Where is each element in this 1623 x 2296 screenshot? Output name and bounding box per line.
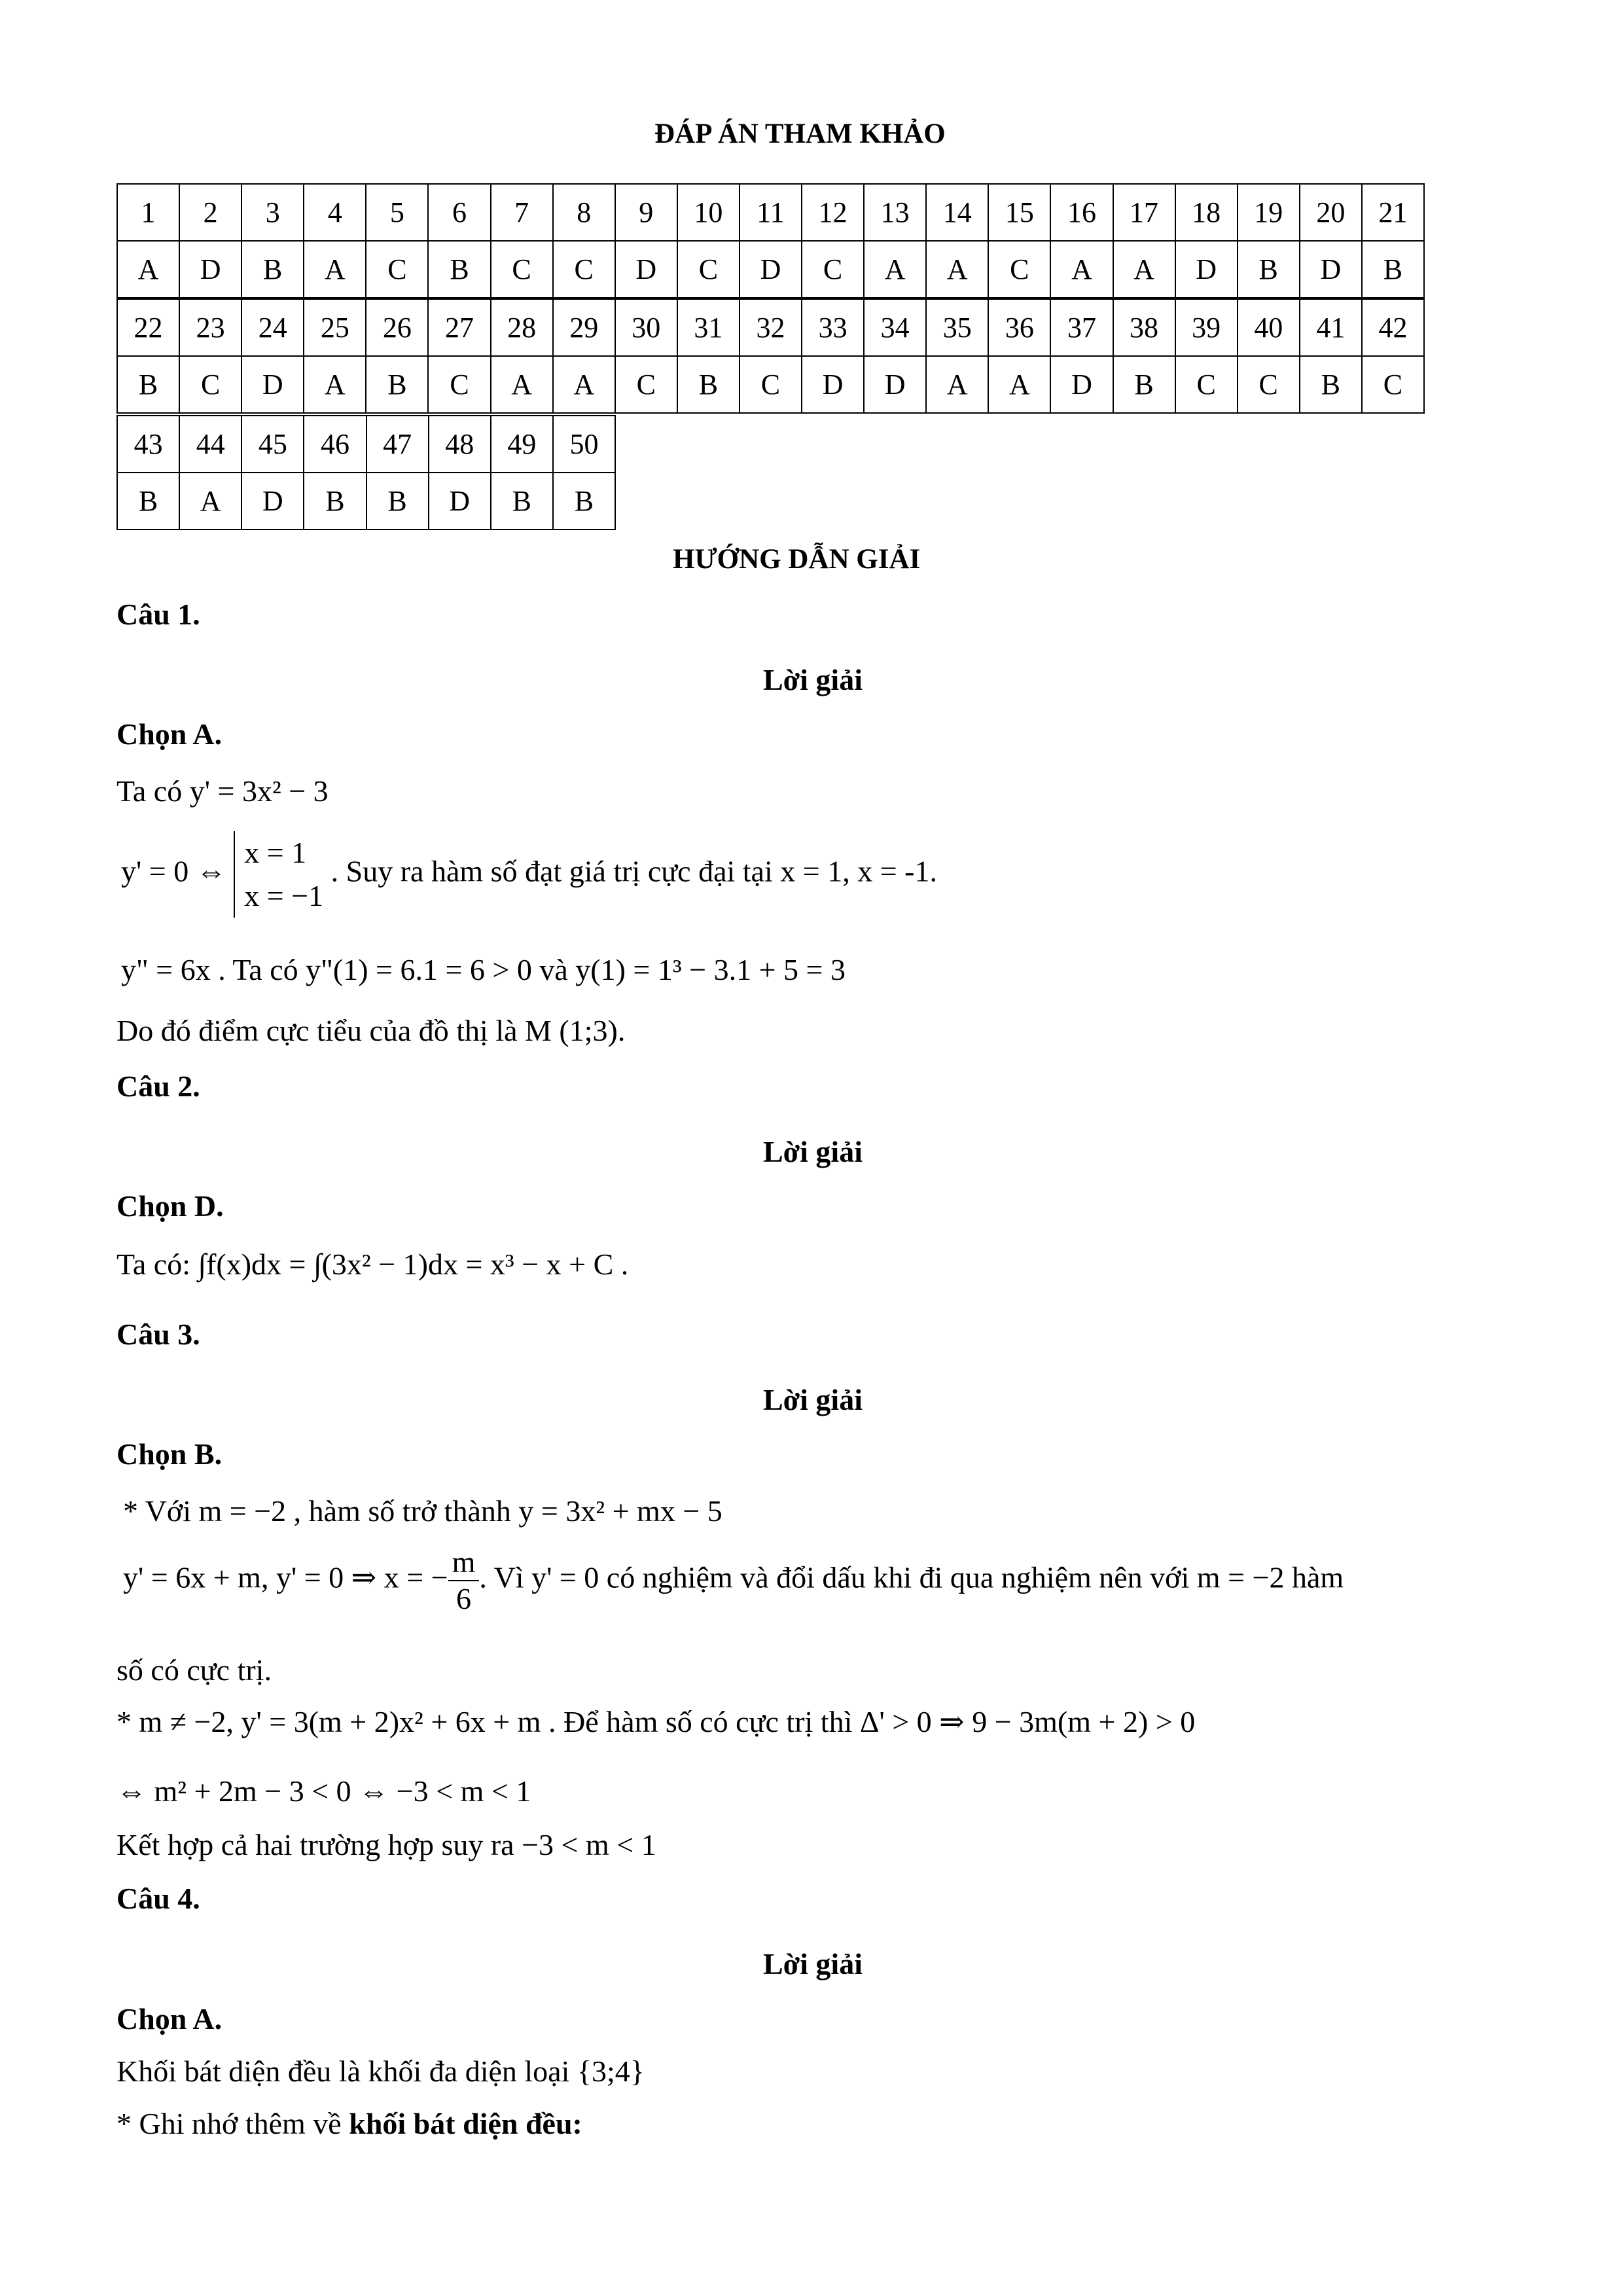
question-number: 6 — [428, 184, 490, 241]
answer-letter: B — [1113, 356, 1175, 413]
question-1-line-3: y" = 6x . Ta có y"(1) = 6.1 = 6 > 0 và y(1) = 1³ − 3.1 + 5 = 3 — [121, 953, 846, 986]
answer-letter: C — [366, 241, 428, 298]
question-2-line-1: Ta có: ∫f(x)dx = ∫(3x² − 1)dx = x³ − x + C . — [116, 1247, 629, 1281]
question-number: 48 — [429, 416, 491, 473]
answer-letter: A — [864, 241, 926, 298]
question-3-choice: Chọn B. — [116, 1437, 223, 1471]
question-number: 4 — [304, 184, 366, 241]
question-number: 42 — [1362, 299, 1424, 356]
question-number: 19 — [1238, 184, 1300, 241]
guide-title: HƯỚNG DẪN GIẢI — [673, 544, 921, 575]
question-3-line-4: * m ≠ −2, y' = 3(m + 2)x² + 6x + m . Để hàm số có cực trị thì Δ' > 0 ⇒ 9 − 3m(m + 2) > 0 — [116, 1705, 1196, 1738]
question-number: 8 — [553, 184, 615, 241]
question-number: 43 — [117, 416, 179, 473]
question-number: 27 — [428, 299, 490, 356]
question-number: 9 — [615, 184, 677, 241]
answer-numbers-row — [117, 184, 1424, 241]
answer-letter: B — [366, 473, 429, 529]
question-number: 1 — [117, 184, 179, 241]
question-number: 46 — [304, 416, 366, 473]
note-bold: khối bát diện đều: — [349, 2107, 582, 2140]
question-3-heading: Câu 3. — [116, 1318, 200, 1351]
question-3-line-1: * Với m = −2 , hàm số trở thành y = 3x² + mx − 5 — [123, 1494, 722, 1528]
question-number: 14 — [926, 184, 988, 241]
solution-label: Lời giải — [763, 1383, 863, 1416]
question-number: 26 — [366, 299, 428, 356]
answer-letter: C — [802, 241, 864, 298]
answer-letter: D — [429, 473, 491, 529]
answer-letter: B — [553, 473, 615, 529]
answer-table-row-3 — [116, 415, 616, 530]
case-a: x = 1 — [244, 836, 307, 869]
equation-lead: y' = 0 ⇔ — [121, 854, 226, 888]
question-number: 17 — [1113, 184, 1175, 241]
answer-letter: C — [179, 356, 241, 413]
answer-letter: A — [117, 241, 179, 298]
question-number: 31 — [677, 299, 740, 356]
question-number: 28 — [491, 299, 553, 356]
answer-table-row-1 — [116, 183, 1425, 298]
answer-letter: C — [988, 241, 1050, 298]
answer-letter: C — [740, 356, 802, 413]
question-number: 12 — [802, 184, 864, 241]
answer-letter: B — [366, 356, 428, 413]
solution-label: Lời giải — [763, 1947, 863, 1981]
solution-label: Lời giải — [763, 1135, 863, 1168]
question-3-line-3: số có cực trị. — [116, 1653, 272, 1687]
answer-letters-row — [117, 473, 615, 529]
question-number: 23 — [179, 299, 241, 356]
answer-letter: B — [491, 473, 553, 529]
question-4-choice: Chọn A. — [116, 2002, 223, 2036]
answer-letter: A — [304, 241, 366, 298]
answer-letter: A — [304, 356, 366, 413]
question-number: 49 — [491, 416, 553, 473]
question-number: 40 — [1238, 299, 1300, 356]
question-number: 20 — [1300, 184, 1362, 241]
answer-letter: C — [1362, 356, 1424, 413]
question-number: 34 — [864, 299, 926, 356]
question-1-line-2 — [121, 831, 937, 918]
question-number: 18 — [1175, 184, 1238, 241]
question-1-line-1: Ta có y' = 3x² − 3 — [116, 774, 329, 808]
question-1-choice: Chọn A. — [116, 717, 223, 751]
solution-label: Lời giải — [763, 663, 863, 696]
question-number: 44 — [179, 416, 241, 473]
answer-letter: B — [1300, 356, 1362, 413]
answer-letter: B — [428, 241, 490, 298]
answer-letter: D — [241, 356, 304, 413]
note-prefix: * Ghi nhớ thêm về — [116, 2107, 349, 2140]
question-number: 50 — [553, 416, 615, 473]
question-number: 10 — [677, 184, 740, 241]
question-number: 7 — [491, 184, 553, 241]
question-number: 2 — [179, 184, 241, 241]
case-b: x = −1 — [244, 879, 324, 912]
answer-letter: D — [179, 241, 241, 298]
answer-letter: B — [677, 356, 740, 413]
answer-letter: A — [491, 356, 553, 413]
answer-letter: D — [1300, 241, 1362, 298]
question-2-heading: Câu 2. — [116, 1069, 200, 1103]
answer-letter: A — [179, 473, 241, 529]
answer-letter: B — [117, 473, 179, 529]
equation-text: . Suy ra hàm số đạt giá trị cực đại tại x = 1, x = -1. — [330, 854, 937, 888]
question-number: 38 — [1113, 299, 1175, 356]
answer-letter: B — [1362, 241, 1424, 298]
question-number: 15 — [988, 184, 1050, 241]
answer-letter: A — [553, 356, 615, 413]
answer-letter: A — [926, 356, 988, 413]
question-3-line-6: Kết hợp cả hai trường hợp suy ra −3 < m < 1 — [116, 1828, 656, 1861]
answer-letter: C — [428, 356, 490, 413]
question-number: 30 — [615, 299, 677, 356]
answer-table-row-2 — [116, 298, 1425, 414]
question-number: 3 — [241, 184, 304, 241]
answer-letter: C — [677, 241, 740, 298]
answer-letter: C — [1175, 356, 1238, 413]
question-number: 45 — [241, 416, 304, 473]
question-number: 29 — [553, 299, 615, 356]
answer-letter: D — [1175, 241, 1238, 298]
question-number: 32 — [740, 299, 802, 356]
question-number: 11 — [740, 184, 802, 241]
answer-letter: A — [1113, 241, 1175, 298]
question-1-heading: Câu 1. — [116, 598, 200, 631]
answer-letter: B — [304, 473, 366, 529]
answer-numbers-row — [117, 416, 615, 473]
question-number: 36 — [988, 299, 1050, 356]
question-number: 13 — [864, 184, 926, 241]
answer-letter: C — [615, 356, 677, 413]
question-3-line-5: ⇔ m² + 2m − 3 < 0 ⇔ −3 < m < 1 — [116, 1774, 531, 1808]
question-4-heading: Câu 4. — [116, 1882, 200, 1915]
fraction-numerator: m — [448, 1545, 480, 1581]
question-1-line-4: Do đó điểm cực tiểu của đồ thị là M (1;3). — [116, 1014, 626, 1047]
question-number: 39 — [1175, 299, 1238, 356]
answer-letter: D — [864, 356, 926, 413]
answer-letter: B — [1238, 241, 1300, 298]
answer-letter: C — [491, 241, 553, 298]
question-number: 22 — [117, 299, 179, 356]
equation-lead: y' = 6x + m, y' = 0 ⇒ x = − — [123, 1560, 448, 1594]
answer-letter: D — [740, 241, 802, 298]
question-number: 37 — [1050, 299, 1113, 356]
equation-text: . Vì y' = 0 có nghiệm và đổi dấu khi đi qua nghiệm nên với m = −2 hàm — [479, 1560, 1344, 1594]
answer-letter: A — [926, 241, 988, 298]
question-number: 24 — [241, 299, 304, 356]
answer-letter: B — [241, 241, 304, 298]
answer-letters-row — [117, 241, 1424, 298]
question-number: 35 — [926, 299, 988, 356]
question-number: 21 — [1362, 184, 1424, 241]
answer-letter: A — [988, 356, 1050, 413]
answer-letter: A — [1050, 241, 1113, 298]
answer-letter: D — [615, 241, 677, 298]
page-title: ĐÁP ÁN THAM KHẢO — [654, 118, 946, 149]
answer-letter: B — [117, 356, 179, 413]
answer-letter: D — [241, 473, 304, 529]
question-4-line-2 — [116, 2106, 582, 2141]
answer-numbers-row — [117, 299, 1424, 356]
answer-letter: C — [1238, 356, 1300, 413]
question-2-choice: Chọn D. — [116, 1189, 224, 1223]
case-system — [234, 831, 323, 918]
question-number: 47 — [366, 416, 429, 473]
fraction-denominator: 6 — [456, 1582, 472, 1615]
question-number: 5 — [366, 184, 428, 241]
question-number: 25 — [304, 299, 366, 356]
answer-letter: C — [553, 241, 615, 298]
answer-letter: D — [1050, 356, 1113, 413]
fraction-m-over-6 — [448, 1545, 480, 1617]
question-4-line-1: Khối bát diện đều là khối đa diện loại {3;4} — [116, 2054, 645, 2088]
question-number: 16 — [1050, 184, 1113, 241]
question-3-line-2 — [123, 1545, 1344, 1617]
question-number: 33 — [802, 299, 864, 356]
question-number: 41 — [1300, 299, 1362, 356]
answer-letter: D — [802, 356, 864, 413]
answer-letters-row — [117, 356, 1424, 413]
